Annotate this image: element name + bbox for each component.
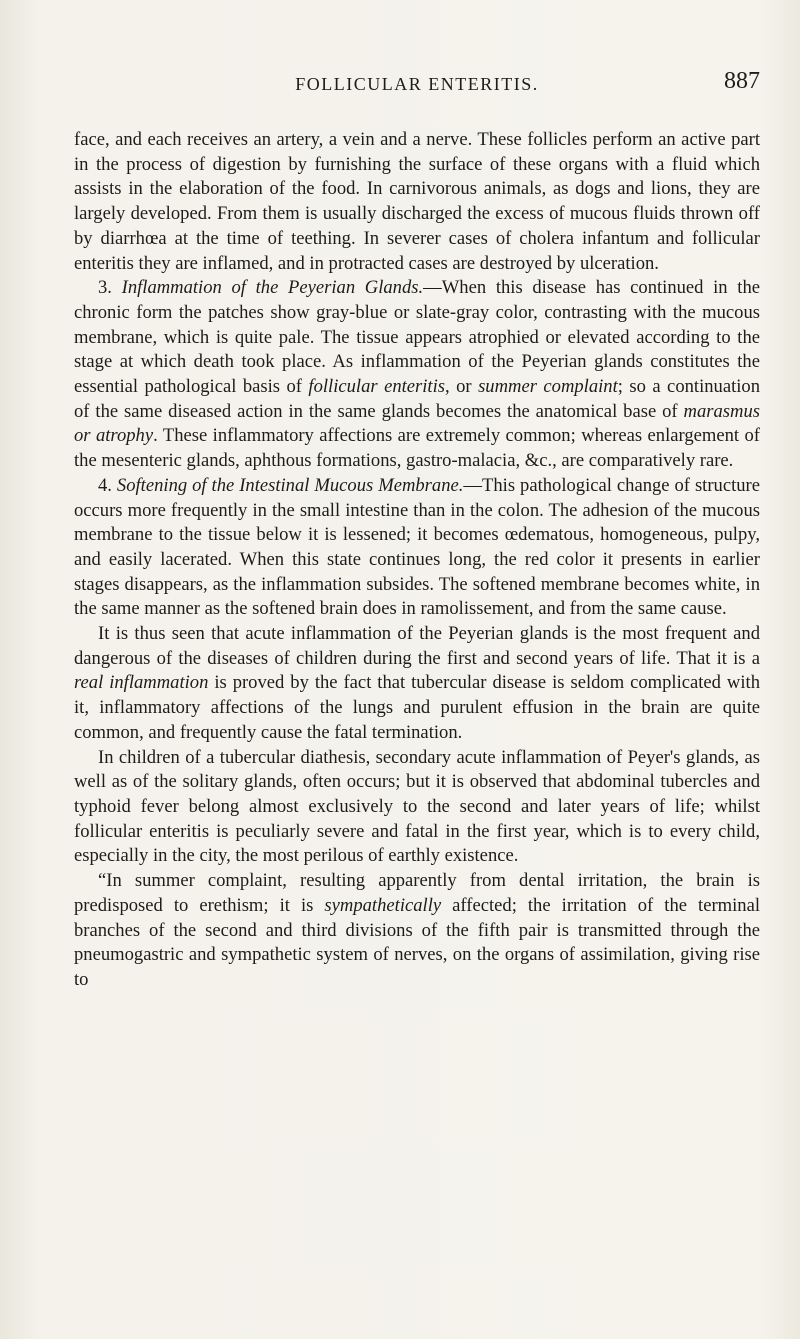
paragraph-text: , or [445, 376, 479, 398]
paragraph-text: affected; the irritation of the terminal branches of the second and third divisions of the fifth pair is transmitted through the pneumogastric and sympathetic system of nerves, on the organs of assimilation, giving rise to [74, 894, 760, 990]
body-text [74, 128, 760, 993]
paragraph-text: face, and each receives an artery, a vein and a nerve. These follicles perform an active part in the process of digestion by furnishing the surface of these organs with a fluid which assists in the elaboration of the food. In carnivorous animals, as dogs and lions, they are largely developed. From them is usually discharged the excess of mucous fluids thrown off by diarrhœa at the time of teething. In severer cases of cholera infantum and follicular enteritis they are inflamed, and in protracted cases are destroyed by ulceration. [74, 129, 760, 274]
italic-term: follicular enteritis [308, 376, 446, 398]
paragraph-acute-inflammation [74, 622, 760, 746]
page-number: 887 [724, 68, 760, 94]
running-head: FOLLICULAR ENTERITIS. [295, 74, 539, 94]
paragraph-summer-complaint [74, 869, 760, 993]
paragraph-peyerian-glands [74, 276, 760, 474]
paragraph-text: —This pathological change of structure occurs more frequently in the small intestine than in the colon. The adhesion of the mucous membrane to the tissue below it is lessened; it becomes œdematous, homogeneous, pulpy, and easily lacerated. When this state continues long, the red color it presents in earlier stages disappears, as the inflammation subsides. The softened membrane becomes white, in the same manner as the softened brain does in ramolissement, and from the same cause. [74, 474, 760, 620]
paragraph-text: is proved by the fact that tubercular disease is seldom complicated with it, inflammatory affections of the lungs and purulent effusion in the brain are quite common, and frequently cause the fatal termination. [74, 672, 760, 743]
section-number: 3. [98, 277, 112, 299]
paragraph-text: In children of a tubercular diathesis, secondary acute inflammation of Peyer's glands, as well as of the solitary glands, often occurs; but it is observed that abdominal tubercles and typhoid fever belong almost exclusively to the second and later years of life; whilst follicular enteritis is peculiarly severe and fatal in the first year, which is to every child, especially in the city, the most perilous of earthly existence. [74, 746, 760, 867]
section-heading: Inflammation of the Peyerian Glands. [121, 277, 424, 299]
paragraph-text: —When this disease has continued in the chronic form the patches show gray-blue or slate-gray color, contrasting with the mucous membrane, which is quite pale. The tissue appears atrophied or elevated according to the stage at which death took place. As inflammation of the Peyerian glands constitutes the essential pathological basis of [74, 277, 760, 398]
paragraph-text: It is thus seen that acute inflammation of the Peyerian glands is the most frequent and dangerous of the diseases of children during the first and second years of life. That it is a [74, 623, 760, 669]
italic-term: summer complaint [478, 376, 618, 398]
page-header [74, 66, 760, 106]
section-number: 4. [98, 474, 112, 496]
paragraph-text: . These inflammatory affections are extremely common; whereas enlargement of the mesenteric glands, aphthous formations, gastro-malacia, &c., are comparatively rare. [74, 425, 760, 472]
italic-term: real inflammation [74, 672, 209, 694]
paragraph-follicles [74, 128, 760, 276]
paragraph-softening [74, 474, 760, 622]
italic-term: sympathetically [324, 894, 442, 916]
paragraph-text: “In summer complaint, resulting apparently from dental irritation, the brain is predisposed to erethism; it is [74, 870, 760, 916]
italic-term: marasmus or atrophy [74, 400, 760, 447]
paragraph-tubercular [74, 746, 760, 870]
section-heading: Softening of the Intestinal Mucous Membrane. [116, 474, 464, 496]
paragraph-text: ; so a continuation of the same diseased action in the same glands becomes the anatomical base of [74, 376, 761, 422]
